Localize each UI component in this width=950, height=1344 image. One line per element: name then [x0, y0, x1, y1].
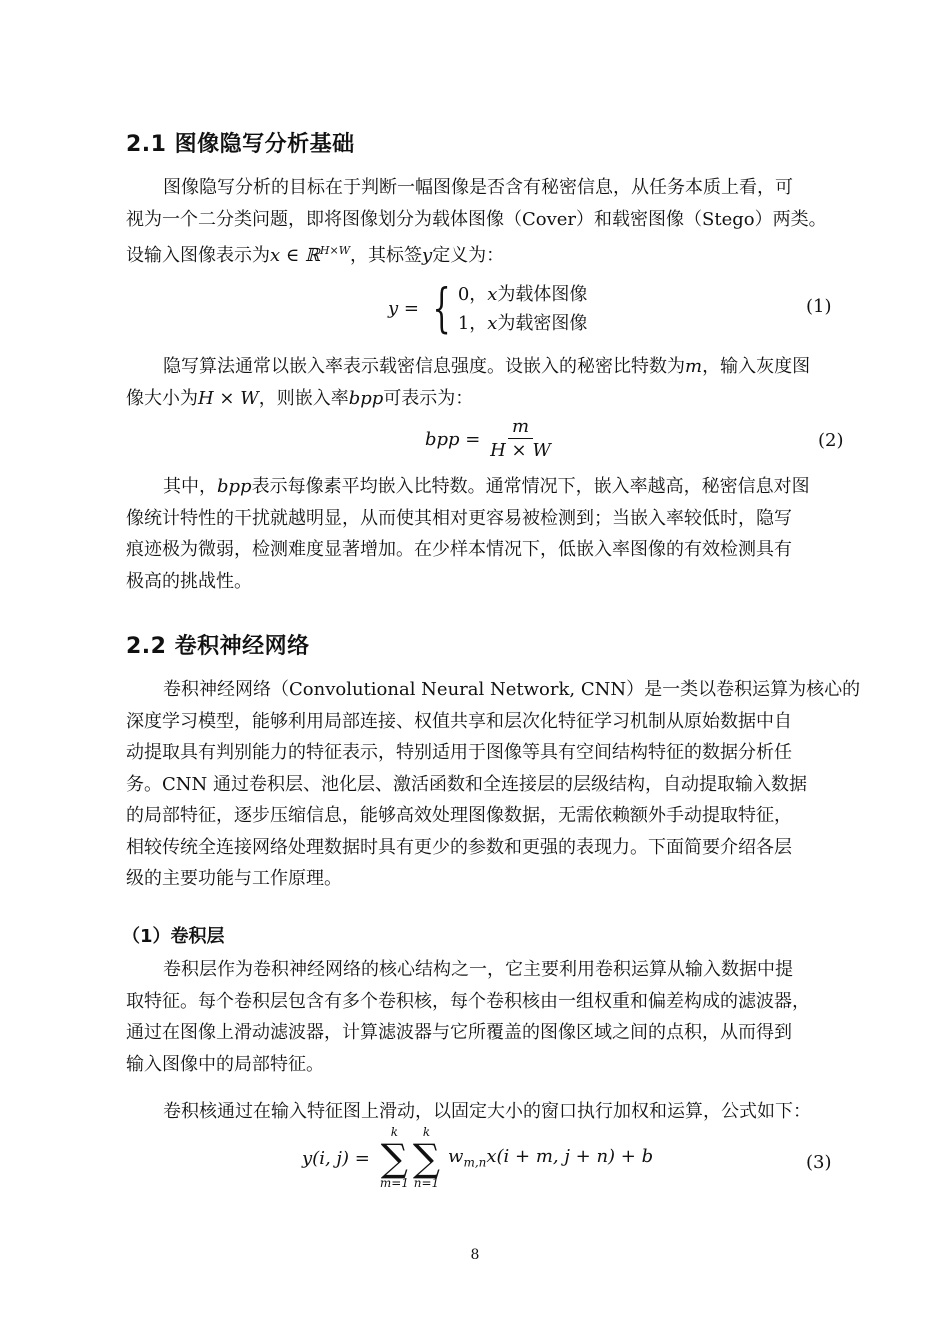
text-line: 卷积神经网络（Convolutional Neural Network, CNN）是一类以卷积运算为核心的 [163, 679, 861, 700]
text-line: 像统计特性的干扰就越明显，从而使其相对更容易被检测到；当嵌入率较低时，隐写 [126, 507, 792, 529]
equation-number-1: (1) [806, 296, 832, 317]
equation-1: y = { 0，x为载体图像 1，x为载密图像 [388, 279, 588, 339]
equation-number-3: (3) [806, 1152, 832, 1173]
page-number: 8 [470, 1247, 480, 1263]
paragraph-conv-layer [126, 954, 838, 1080]
text-line: 的局部特征，逐步压缩信息，能够高效处理图像数据，无需依赖额外手动提取特征， [126, 805, 792, 826]
text-line: 通过在图像上滑动滤波器，计算滤波器与它所覆盖的图像区域之间的点积，从而得到 [126, 1022, 792, 1043]
text-line: 图像隐写分析的目标在于判断一幅图像是否含有秘密信息，从任务本质上看，可 [163, 177, 793, 198]
paragraph-cnn-intro [126, 674, 861, 895]
summation-m: k ∑ m=1 [379, 1125, 409, 1190]
text-line: 卷积核通过在输入特征图上滑动，以固定大小的窗口执行加权和运算，公式如下： [163, 1101, 811, 1122]
equation-2: bpp = $\frac{m}{H \times W}$ [425, 416, 551, 461]
equation-number-2: (2) [818, 430, 844, 451]
text-line: 卷积层作为卷积神经网络的核心结构之一，它主要利用卷积运算从输入数据中提 [163, 959, 793, 980]
text-line: 极高的挑战性。 [126, 570, 252, 592]
text-line: 深度学习模型，能够利用局部连接、权值共享和层次化特征学习机制从原始数据中自 [126, 710, 792, 732]
text-line: 取特征。每个卷积层包含有多个卷积核，每个卷积核由一组权重和偏差构成的滤波器， [126, 990, 810, 1012]
text-line: 像大小为H × W，则嵌入率bpp可表示为： [126, 387, 474, 409]
paragraph-steganalysis-intro [126, 172, 838, 272]
section-heading-2-2: 2.2 卷积神经网络 [126, 634, 310, 659]
text-line: 动提取具有判别能力的特征表示，特别适用于图像等具有空间结构特征的数据分析任 [126, 742, 792, 763]
case-cover: 0，x为载体图像 [457, 284, 588, 305]
text-line: 其中，bpp表示每像素平均嵌入比特数。通常情况下，嵌入率越高，秘密信息对图 [163, 476, 810, 497]
text-line: 痕迹极为微弱，检测难度显著增加。在少样本情况下，低嵌入率图像的有效检测具有 [126, 539, 792, 560]
text-line: 视为一个二分类问题，即将图像划分为载体图像（Cover）和载密图像（Stego）两类。 [126, 208, 827, 230]
text-line: 输入图像中的局部特征。 [126, 1053, 324, 1075]
section-heading-2-1: 2.1 图像隐写分析基础 [126, 132, 355, 157]
paragraph-bpp-explanation [126, 471, 838, 597]
paragraph-embedding-rate [126, 351, 838, 414]
text-line: 隐写算法通常以嵌入率表示载密信息强度。设嵌入的秘密比特数为m，输入灰度图 [163, 356, 811, 377]
subheading-conv-layer: （1）卷积层 [122, 926, 225, 947]
text-line: 相较传统全连接网络处理数据时具有更少的参数和更强的表现力。下面简要介绍各层 [126, 836, 792, 858]
text-line: 设输入图像表示为x ∈ ℝ$^{H\times W}$，其标签y定义为： [126, 244, 505, 266]
paragraph-conv-kernel [126, 1096, 838, 1128]
case-stego: 1，x为载密图像 [457, 313, 588, 334]
summation-n: k ∑ n=1 [412, 1125, 441, 1190]
text-line: 级的主要功能与工作原理。 [126, 868, 342, 889]
math-inline: x ∈ ℝ [270, 245, 320, 266]
text-line: 务。CNN 通过卷积层、池化层、激活函数和全连接层的层级结构，自动提取输入数据 [126, 773, 807, 795]
equation-3: y(i, j) = k ∑ m=1 k ∑ n=1 $w_{m,n}x(i + m$, j + n) + b [302, 1125, 654, 1190]
brace-symbol: { [432, 279, 451, 339]
